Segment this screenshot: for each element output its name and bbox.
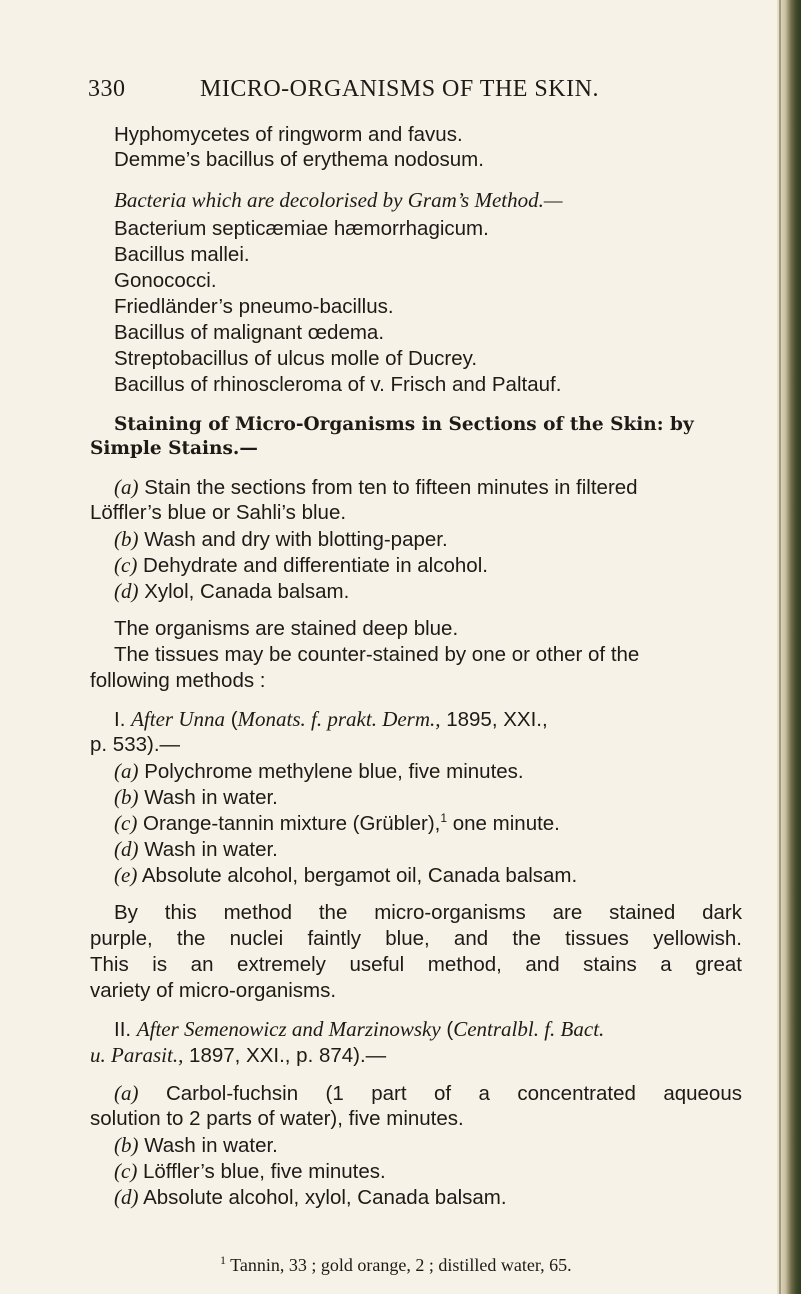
text-line bbox=[114, 810, 560, 837]
text-line: variety of micro-organisms. bbox=[90, 979, 337, 1002]
step-label: (c) bbox=[114, 1159, 138, 1183]
text-line: Streptobacillus of ulcus molle of Ducrey. bbox=[114, 347, 478, 370]
step-label: (d) bbox=[114, 1185, 139, 1209]
text-line: Hyphomycetes of ringworm and favus. bbox=[114, 123, 463, 146]
section-heading-staining: Staining of Micro-Organisms in Sections of the Skin: by bbox=[114, 414, 694, 435]
text-line: The organisms are stained deep blue. bbox=[114, 617, 459, 640]
step-text: Absolute alcohol, bergamot oil, Canada balsam. bbox=[137, 864, 578, 887]
method-author: After Semenowicz and Marzinowsky bbox=[136, 1017, 441, 1041]
citation-journal: Monats. f. prakt. Derm., bbox=[237, 707, 441, 731]
step-text: Xylol, Canada balsam. bbox=[138, 580, 350, 603]
running-header bbox=[88, 76, 768, 106]
step-label: (a) bbox=[114, 475, 139, 499]
section-heading-staining-cont: Simple Stains.— bbox=[90, 438, 258, 459]
method-heading-1 bbox=[114, 706, 548, 733]
step-label: (c) bbox=[114, 553, 138, 577]
page-edge-line bbox=[779, 0, 781, 1294]
step-label: (e) bbox=[114, 863, 138, 887]
text-line bbox=[114, 1132, 278, 1159]
text-line: Bacillus of rhinoscleroma of v. Frisch and Paltauf. bbox=[114, 373, 562, 396]
section-heading-gram: Bacteria which are decolorised by Gram’s Method.— bbox=[114, 188, 563, 212]
text-line bbox=[114, 526, 448, 553]
running-title: MICRO-ORGANISMS OF THE SKIN. bbox=[200, 76, 599, 102]
text-line bbox=[114, 1080, 742, 1107]
text-line: purple, the nuclei faintly blue, and the tissues yellowish. bbox=[90, 927, 742, 950]
step-text: Wash in water. bbox=[138, 786, 278, 809]
step-text: Orange-tannin mixture (Grübler), bbox=[137, 812, 441, 835]
paren: ( bbox=[440, 1018, 454, 1041]
text-line bbox=[90, 1042, 386, 1069]
footnote-text: Tannin, 33 ; gold orange, 2 ; distilled water, 65. bbox=[226, 1255, 572, 1275]
citation-detail: 1895, XXI., bbox=[440, 708, 548, 731]
step-text: Carbol-fuchsin (1 part of a concentrated aqueous bbox=[138, 1082, 742, 1105]
step-text: Wash and dry with blotting-paper. bbox=[138, 528, 448, 551]
text-line: Bacillus of malignant œdema. bbox=[114, 321, 385, 344]
text-line: The tissues may be counter-stained by one or other of the bbox=[114, 643, 640, 666]
step-label: (d) bbox=[114, 837, 139, 861]
step-text: one minute. bbox=[447, 812, 560, 835]
step-label: (b) bbox=[114, 785, 139, 809]
text-line bbox=[114, 784, 278, 811]
text-line bbox=[114, 1184, 507, 1211]
method-number: I. bbox=[114, 708, 132, 731]
step-text: Dehydrate and differentiate in alcohol. bbox=[137, 554, 488, 577]
step-text: Löffler’s blue, five minutes. bbox=[137, 1160, 386, 1183]
page-number: 330 bbox=[88, 76, 126, 102]
text-line: Löffler’s blue or Sahli’s blue. bbox=[90, 501, 347, 524]
method-heading-2 bbox=[114, 1016, 604, 1043]
method-number: II. bbox=[114, 1018, 137, 1041]
step-label: (c) bbox=[114, 811, 138, 835]
text-line: Bacillus mallei. bbox=[114, 243, 250, 266]
paren: ( bbox=[225, 708, 238, 731]
citation-journal: u. Parasit., bbox=[90, 1043, 184, 1067]
step-text: Polychrome methylene blue, five minutes. bbox=[138, 760, 524, 783]
text-line: Bacterium septicæmiae hæmorrhagicum. bbox=[114, 217, 489, 240]
text-line bbox=[114, 1158, 386, 1185]
step-text: Absolute alcohol, xylol, Canada balsam. bbox=[138, 1186, 507, 1209]
text-line: This is an extremely useful method, and stains a great bbox=[90, 953, 742, 976]
text-line bbox=[114, 758, 524, 785]
step-text: Wash in water. bbox=[138, 1134, 278, 1157]
step-label: (d) bbox=[114, 579, 139, 603]
footnote-marker: 1 bbox=[220, 1253, 226, 1267]
step-label: (b) bbox=[114, 527, 139, 551]
text-line: p. 533).— bbox=[90, 733, 181, 756]
citation-detail: 1897, XXI., p. 874).— bbox=[183, 1044, 387, 1067]
text-line bbox=[114, 836, 278, 863]
text-line: Demme’s bacillus of erythema nodosum. bbox=[114, 148, 484, 171]
step-label: (b) bbox=[114, 1133, 139, 1157]
text-line: solution to 2 parts of water), five minutes. bbox=[90, 1107, 464, 1130]
text-line bbox=[114, 862, 577, 889]
step-text: Stain the sections from ten to fifteen minutes in filtered bbox=[138, 476, 638, 499]
step-label: (a) bbox=[114, 1081, 139, 1105]
text-line: Gonococci. bbox=[114, 269, 217, 292]
step-text: Wash in water. bbox=[138, 838, 278, 861]
text-line bbox=[114, 474, 638, 501]
method-author: After Unna bbox=[131, 707, 225, 731]
text-line bbox=[114, 552, 488, 579]
step-label: (a) bbox=[114, 759, 139, 783]
footnote bbox=[220, 1255, 572, 1276]
text-line: By this method the micro-organisms are stained dark bbox=[114, 901, 742, 924]
text-line: Friedländer’s pneumo-bacillus. bbox=[114, 295, 394, 318]
footnote-ref: 1 bbox=[440, 811, 448, 826]
text-line: following methods : bbox=[90, 669, 266, 692]
text-line bbox=[114, 578, 349, 605]
citation-journal: Centralbl. f. Bact. bbox=[453, 1017, 605, 1041]
